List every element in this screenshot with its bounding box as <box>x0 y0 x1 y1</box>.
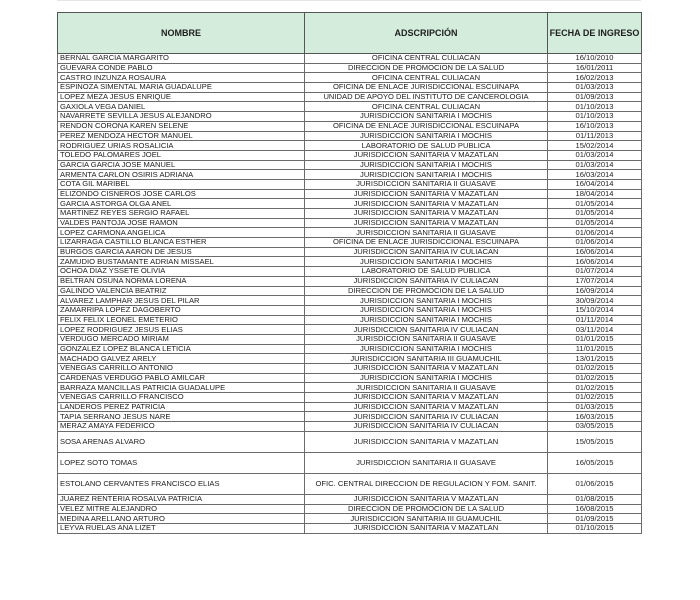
name-cell: LEYVA RUELAS ANA LIZET <box>58 523 305 533</box>
adscripcion-cell: JURISDICCION SANITARIA I MOCHIS <box>305 257 548 267</box>
table-row <box>58 160 642 170</box>
name-cell: GUEVARA CONDE PABLO <box>58 63 305 73</box>
table-row <box>58 523 642 533</box>
header-adscripcion: ADSCRIPCIÓN <box>305 13 548 54</box>
fecha-cell: 01/02/2015 <box>548 364 642 374</box>
adscripcion-cell: JURISDICCION SANITARIA III GUAMUCHIL <box>305 514 548 524</box>
name-cell: VENEGAS CARRILLO ANTONIO <box>58 364 305 374</box>
fecha-cell: 03/11/2014 <box>548 325 642 335</box>
adscripcion-cell: JURISDICCION SANITARIA II GUASAVE <box>305 452 548 473</box>
adscripcion-cell: JURISDICCION SANITARIA IV CULIACAN <box>305 412 548 422</box>
adscripcion-cell: JURISDICCION SANITARIA II GUASAVE <box>305 334 548 344</box>
name-cell: CASTRO INZUNZA ROSAURA <box>58 73 305 83</box>
name-cell: MERAZ AMAYA FEDERICO <box>58 422 305 432</box>
fecha-cell: 01/02/2015 <box>548 373 642 383</box>
table-row <box>58 364 642 374</box>
name-cell: TAPIA SERRANO JESUS NARE <box>58 412 305 422</box>
adscripcion-cell: JURISDICCION SANITARIA V MAZATLAN <box>305 218 548 228</box>
adscripcion-cell: UNIDAD DE APOYO DEL INSTITUTO DE CANCEROLOGIA <box>305 92 548 102</box>
name-cell: LOPEZ CARMONA ANGELICA <box>58 228 305 238</box>
adscripcion-cell: OFICINA DE ENLACE JURISDICCIONAL ESCUINAPA <box>305 121 548 131</box>
table-row <box>58 131 642 141</box>
fecha-cell: 16/02/2013 <box>548 73 642 83</box>
table-row <box>58 247 642 257</box>
name-cell: GONZALEZ LOPEZ BLANCA LETICIA <box>58 344 305 354</box>
adscripcion-cell: JURISDICCION SANITARIA I MOCHIS <box>305 344 548 354</box>
fecha-cell: 01/01/2015 <box>548 334 642 344</box>
fecha-cell: 17/07/2014 <box>548 276 642 286</box>
table-row <box>58 102 642 112</box>
fecha-cell: 16/08/2015 <box>548 504 642 514</box>
name-cell: MACHADO GALVEZ ARELY <box>58 354 305 364</box>
adscripcion-cell: JURISDICCION SANITARIA II GUASAVE <box>305 383 548 393</box>
table-row <box>58 276 642 286</box>
adscripcion-cell: OFICINA DE ENLACE JURISDICCIONAL ESCUINAPA <box>305 238 548 248</box>
name-cell: LIZARRAGA CASTILLO BLANCA ESTHER <box>58 238 305 248</box>
adscripcion-cell: DIRECCION DE PROMOCION DE LA SALUD <box>305 286 548 296</box>
name-cell: COTA GIL MARIBEL <box>58 179 305 189</box>
fecha-cell: 01/07/2014 <box>548 267 642 277</box>
fecha-cell: 15/10/2014 <box>548 305 642 315</box>
table-row <box>58 218 642 228</box>
name-cell: ESPINOZA SIMENTAL MARIA GUADALUPE <box>58 83 305 93</box>
fecha-cell: 16/04/2014 <box>548 179 642 189</box>
fecha-cell: 01/11/2013 <box>548 131 642 141</box>
name-cell: LOPEZ SOTO TOMAS <box>58 452 305 473</box>
fecha-cell: 01/03/2014 <box>548 150 642 160</box>
fecha-cell: 15/02/2014 <box>548 141 642 151</box>
fecha-cell: 16/09/2014 <box>548 286 642 296</box>
table-row <box>58 267 642 277</box>
name-cell: FELIX FELIX LEONEL EMETERIO <box>58 315 305 325</box>
name-cell: VENEGAS CARRILLO FRANCISCO <box>58 393 305 403</box>
name-cell: BARRAZA MANCILLAS PATRICIA GUADALUPE <box>58 383 305 393</box>
adscripcion-cell: JURISDICCION SANITARIA II GUASAVE <box>305 228 548 238</box>
adscripcion-cell: DIRECCION DE PROMOCION DE LA SALUD <box>305 63 548 73</box>
fecha-cell: 30/09/2014 <box>548 296 642 306</box>
header-fecha-ingreso: FECHA DE INGRESO <box>548 13 642 54</box>
fecha-cell: 01/03/2013 <box>548 83 642 93</box>
table-row <box>58 373 642 383</box>
name-cell: LOPEZ RODRIGUEZ JESUS ELIAS <box>58 325 305 335</box>
table-row <box>58 473 642 494</box>
name-cell: BURGOS GARCIA AARON DE JESUS <box>58 247 305 257</box>
table-row <box>58 494 642 504</box>
fecha-cell: 16/03/2015 <box>548 412 642 422</box>
name-cell: BELTRAN OSUNA NORMA LORENA <box>58 276 305 286</box>
table-row <box>58 63 642 73</box>
table-row <box>58 402 642 412</box>
adscripcion-cell: JURISDICCION SANITARIA V MAZATLAN <box>305 523 548 533</box>
table-row <box>58 393 642 403</box>
fecha-cell: 16/10/2013 <box>548 121 642 131</box>
fecha-cell: 01/02/2015 <box>548 383 642 393</box>
table-row <box>58 179 642 189</box>
fecha-cell: 01/06/2015 <box>548 473 642 494</box>
fecha-cell: 18/04/2014 <box>548 189 642 199</box>
fecha-cell: 01/02/2015 <box>548 393 642 403</box>
table-row <box>58 334 642 344</box>
name-cell: ZAMUDIO BUSTAMANTE ADRIAN MISSAEL <box>58 257 305 267</box>
fecha-cell: 16/01/2011 <box>548 63 642 73</box>
table-row <box>58 199 642 209</box>
fecha-cell: 16/03/2014 <box>548 170 642 180</box>
adscripcion-cell: OFICINA CENTRAL CULIACAN <box>305 73 548 83</box>
adscripcion-cell: JURISDICCION SANITARIA I MOCHIS <box>305 373 548 383</box>
header-nombre: NOMBRE <box>58 13 305 54</box>
adscripcion-cell: JURISDICCION SANITARIA I MOCHIS <box>305 160 548 170</box>
table-header-row <box>58 13 642 54</box>
adscripcion-cell: JURISDICCION SANITARIA I MOCHIS <box>305 170 548 180</box>
table-row <box>58 344 642 354</box>
fecha-cell: 01/05/2014 <box>548 199 642 209</box>
fecha-cell: 01/09/2013 <box>548 92 642 102</box>
name-cell: ZAMARRIPA LOPEZ DAGOBERTO <box>58 305 305 315</box>
adscripcion-cell: JURISDICCION SANITARIA IV CULIACAN <box>305 247 548 257</box>
name-cell: ESTOLANO CERVANTES FRANCISCO ELIAS <box>58 473 305 494</box>
fecha-cell: 01/06/2014 <box>548 238 642 248</box>
fecha-cell: 11/01/2015 <box>548 344 642 354</box>
fecha-cell: 16/05/2015 <box>548 452 642 473</box>
adscripcion-cell: DIRECCION DE PROMOCION DE LA SALUD <box>305 504 548 514</box>
table-row <box>58 315 642 325</box>
fecha-cell: 01/08/2015 <box>548 494 642 504</box>
name-cell: BERNAL GARCIA MARGARITO <box>58 54 305 64</box>
table-row <box>58 170 642 180</box>
name-cell: PEREZ MENDOZA HECTOR MANUEL <box>58 131 305 141</box>
adscripcion-cell: JURISDICCION SANITARIA I MOCHIS <box>305 315 548 325</box>
fecha-cell: 16/10/2010 <box>548 54 642 64</box>
adscripcion-cell: JURISDICCION SANITARIA V MAZATLAN <box>305 402 548 412</box>
name-cell: LOPEZ MEZA JESUS ENRIQUE <box>58 92 305 102</box>
adscripcion-cell: JURISDICCION SANITARIA V MAZATLAN <box>305 364 548 374</box>
fecha-cell: 03/05/2015 <box>548 422 642 432</box>
fecha-cell: 01/10/2013 <box>548 102 642 112</box>
table-row <box>58 257 642 267</box>
name-cell: GALINDO VALENCIA BEATRIZ <box>58 286 305 296</box>
name-cell: LANDEROS PEREZ PATRICIA <box>58 402 305 412</box>
fecha-cell: 16/06/2014 <box>548 257 642 267</box>
adscripcion-cell: OFICINA CENTRAL CULIACAN <box>305 54 548 64</box>
name-cell: ARMENTA CARLON OSIRIS ADRIANA <box>58 170 305 180</box>
fecha-cell: 01/10/2013 <box>548 112 642 122</box>
adscripcion-cell: LABORATORIO DE SALUD PUBLICA <box>305 267 548 277</box>
name-cell: RODRIGUEZ URIAS ROSALICIA <box>58 141 305 151</box>
table-row <box>58 354 642 364</box>
page-top-rule <box>57 0 641 11</box>
adscripcion-cell: JURISDICCION SANITARIA V MAZATLAN <box>305 209 548 219</box>
table-row <box>58 150 642 160</box>
fecha-cell: 01/11/2014 <box>548 315 642 325</box>
adscripcion-cell: JURISDICCION SANITARIA I MOCHIS <box>305 112 548 122</box>
name-cell: GAXIOLA VEGA DANIEL <box>58 102 305 112</box>
table-row <box>58 504 642 514</box>
fecha-cell: 13/01/2015 <box>548 354 642 364</box>
adscripcion-cell: JURISDICCION SANITARIA I MOCHIS <box>305 131 548 141</box>
table-row <box>58 189 642 199</box>
table-row <box>58 514 642 524</box>
table-row <box>58 228 642 238</box>
table-row <box>58 412 642 422</box>
fecha-cell: 16/06/2014 <box>548 247 642 257</box>
name-cell: VALDES PANTOJA JOSE RAMON <box>58 218 305 228</box>
adscripcion-cell: JURISDICCION SANITARIA I MOCHIS <box>305 296 548 306</box>
adscripcion-cell: JURISDICCION SANITARIA V MAZATLAN <box>305 431 548 452</box>
name-cell: MARTINEZ REYES SERGIO RAFAEL <box>58 209 305 219</box>
table-body <box>58 54 642 534</box>
name-cell: VERDUGO MERCADO MIRIAM <box>58 334 305 344</box>
table-row <box>58 54 642 64</box>
name-cell: RENDON CORONA KAREN SELENE <box>58 121 305 131</box>
name-cell: VELEZ MITRE ALEJANDRO <box>58 504 305 514</box>
adscripcion-cell: JURISDICCION SANITARIA I MOCHIS <box>305 305 548 315</box>
table-row <box>58 422 642 432</box>
adscripcion-cell: JURISDICCION SANITARIA V MAZATLAN <box>305 199 548 209</box>
name-cell: ELIZONDO CISNEROS JOSE CARLOS <box>58 189 305 199</box>
adscripcion-cell: JURISDICCION SANITARIA V MAZATLAN <box>305 494 548 504</box>
fecha-cell: 15/05/2015 <box>548 431 642 452</box>
name-cell: OCHOA DIAZ YSSETE OLIVIA <box>58 267 305 277</box>
table-row <box>58 209 642 219</box>
table-row <box>58 121 642 131</box>
table-row <box>58 383 642 393</box>
table-row <box>58 325 642 335</box>
fecha-cell: 01/03/2014 <box>548 160 642 170</box>
table-row <box>58 92 642 102</box>
table-row <box>58 452 642 473</box>
name-cell: SOSA ARENAS ALVARO <box>58 431 305 452</box>
table-row <box>58 141 642 151</box>
adscripcion-cell: JURISDICCION SANITARIA IV CULIACAN <box>305 325 548 335</box>
table-row <box>58 431 642 452</box>
name-cell: GARCIA GARCIA JOSE MANUEL <box>58 160 305 170</box>
fecha-cell: 01/09/2015 <box>548 514 642 524</box>
adscripcion-cell: OFICINA CENTRAL CULIACAN <box>305 102 548 112</box>
name-cell: MEDINA ARELLANO ARTURO <box>58 514 305 524</box>
table-row <box>58 83 642 93</box>
name-cell: NAVARRETE SEVILLA JESUS ALEJANDRO <box>58 112 305 122</box>
table-row <box>58 73 642 83</box>
adscripcion-cell: JURISDICCION SANITARIA V MAZATLAN <box>305 393 548 403</box>
table-row <box>58 286 642 296</box>
adscripcion-cell: JURISDICCION SANITARIA III GUAMUCHIL <box>305 354 548 364</box>
adscripcion-cell: OFICINA DE ENLACE JURISDICCIONAL ESCUINAPA <box>305 83 548 93</box>
adscripcion-cell: JURISDICCION SANITARIA V MAZATLAN <box>305 189 548 199</box>
adscripcion-cell: JURISDICCION SANITARIA II GUASAVE <box>305 179 548 189</box>
adscripcion-cell: JURISDICCION SANITARIA IV CULIACAN <box>305 422 548 432</box>
name-cell: TOLEDO PALOMARES JOEL <box>58 150 305 160</box>
name-cell: JUAREZ RENTERIA ROSALVA PATRICIA <box>58 494 305 504</box>
fecha-cell: 01/05/2014 <box>548 218 642 228</box>
table-row <box>58 305 642 315</box>
fecha-cell: 01/05/2014 <box>548 209 642 219</box>
table-row <box>58 296 642 306</box>
personnel-table <box>57 12 642 534</box>
name-cell: GARCIA ASTORGA OLGA ANEL <box>58 199 305 209</box>
fecha-cell: 01/06/2014 <box>548 228 642 238</box>
name-cell: CARDENAS VERDUGO PABLO AMILCAR <box>58 373 305 383</box>
fecha-cell: 01/10/2015 <box>548 523 642 533</box>
name-cell: ALVAREZ LAMPHAR JESUS DEL PILAR <box>58 296 305 306</box>
adscripcion-cell: JURISDICCION SANITARIA IV CULIACAN <box>305 276 548 286</box>
table-row <box>58 238 642 248</box>
adscripcion-cell: OFIC. CENTRAL DIRECCION DE REGULACION Y FOM. SANIT. <box>305 473 548 494</box>
fecha-cell: 01/03/2015 <box>548 402 642 412</box>
adscripcion-cell: JURISDICCION SANITARIA V MAZATLAN <box>305 150 548 160</box>
table-row <box>58 112 642 122</box>
adscripcion-cell: LABORATORIO DE SALUD PUBLICA <box>305 141 548 151</box>
